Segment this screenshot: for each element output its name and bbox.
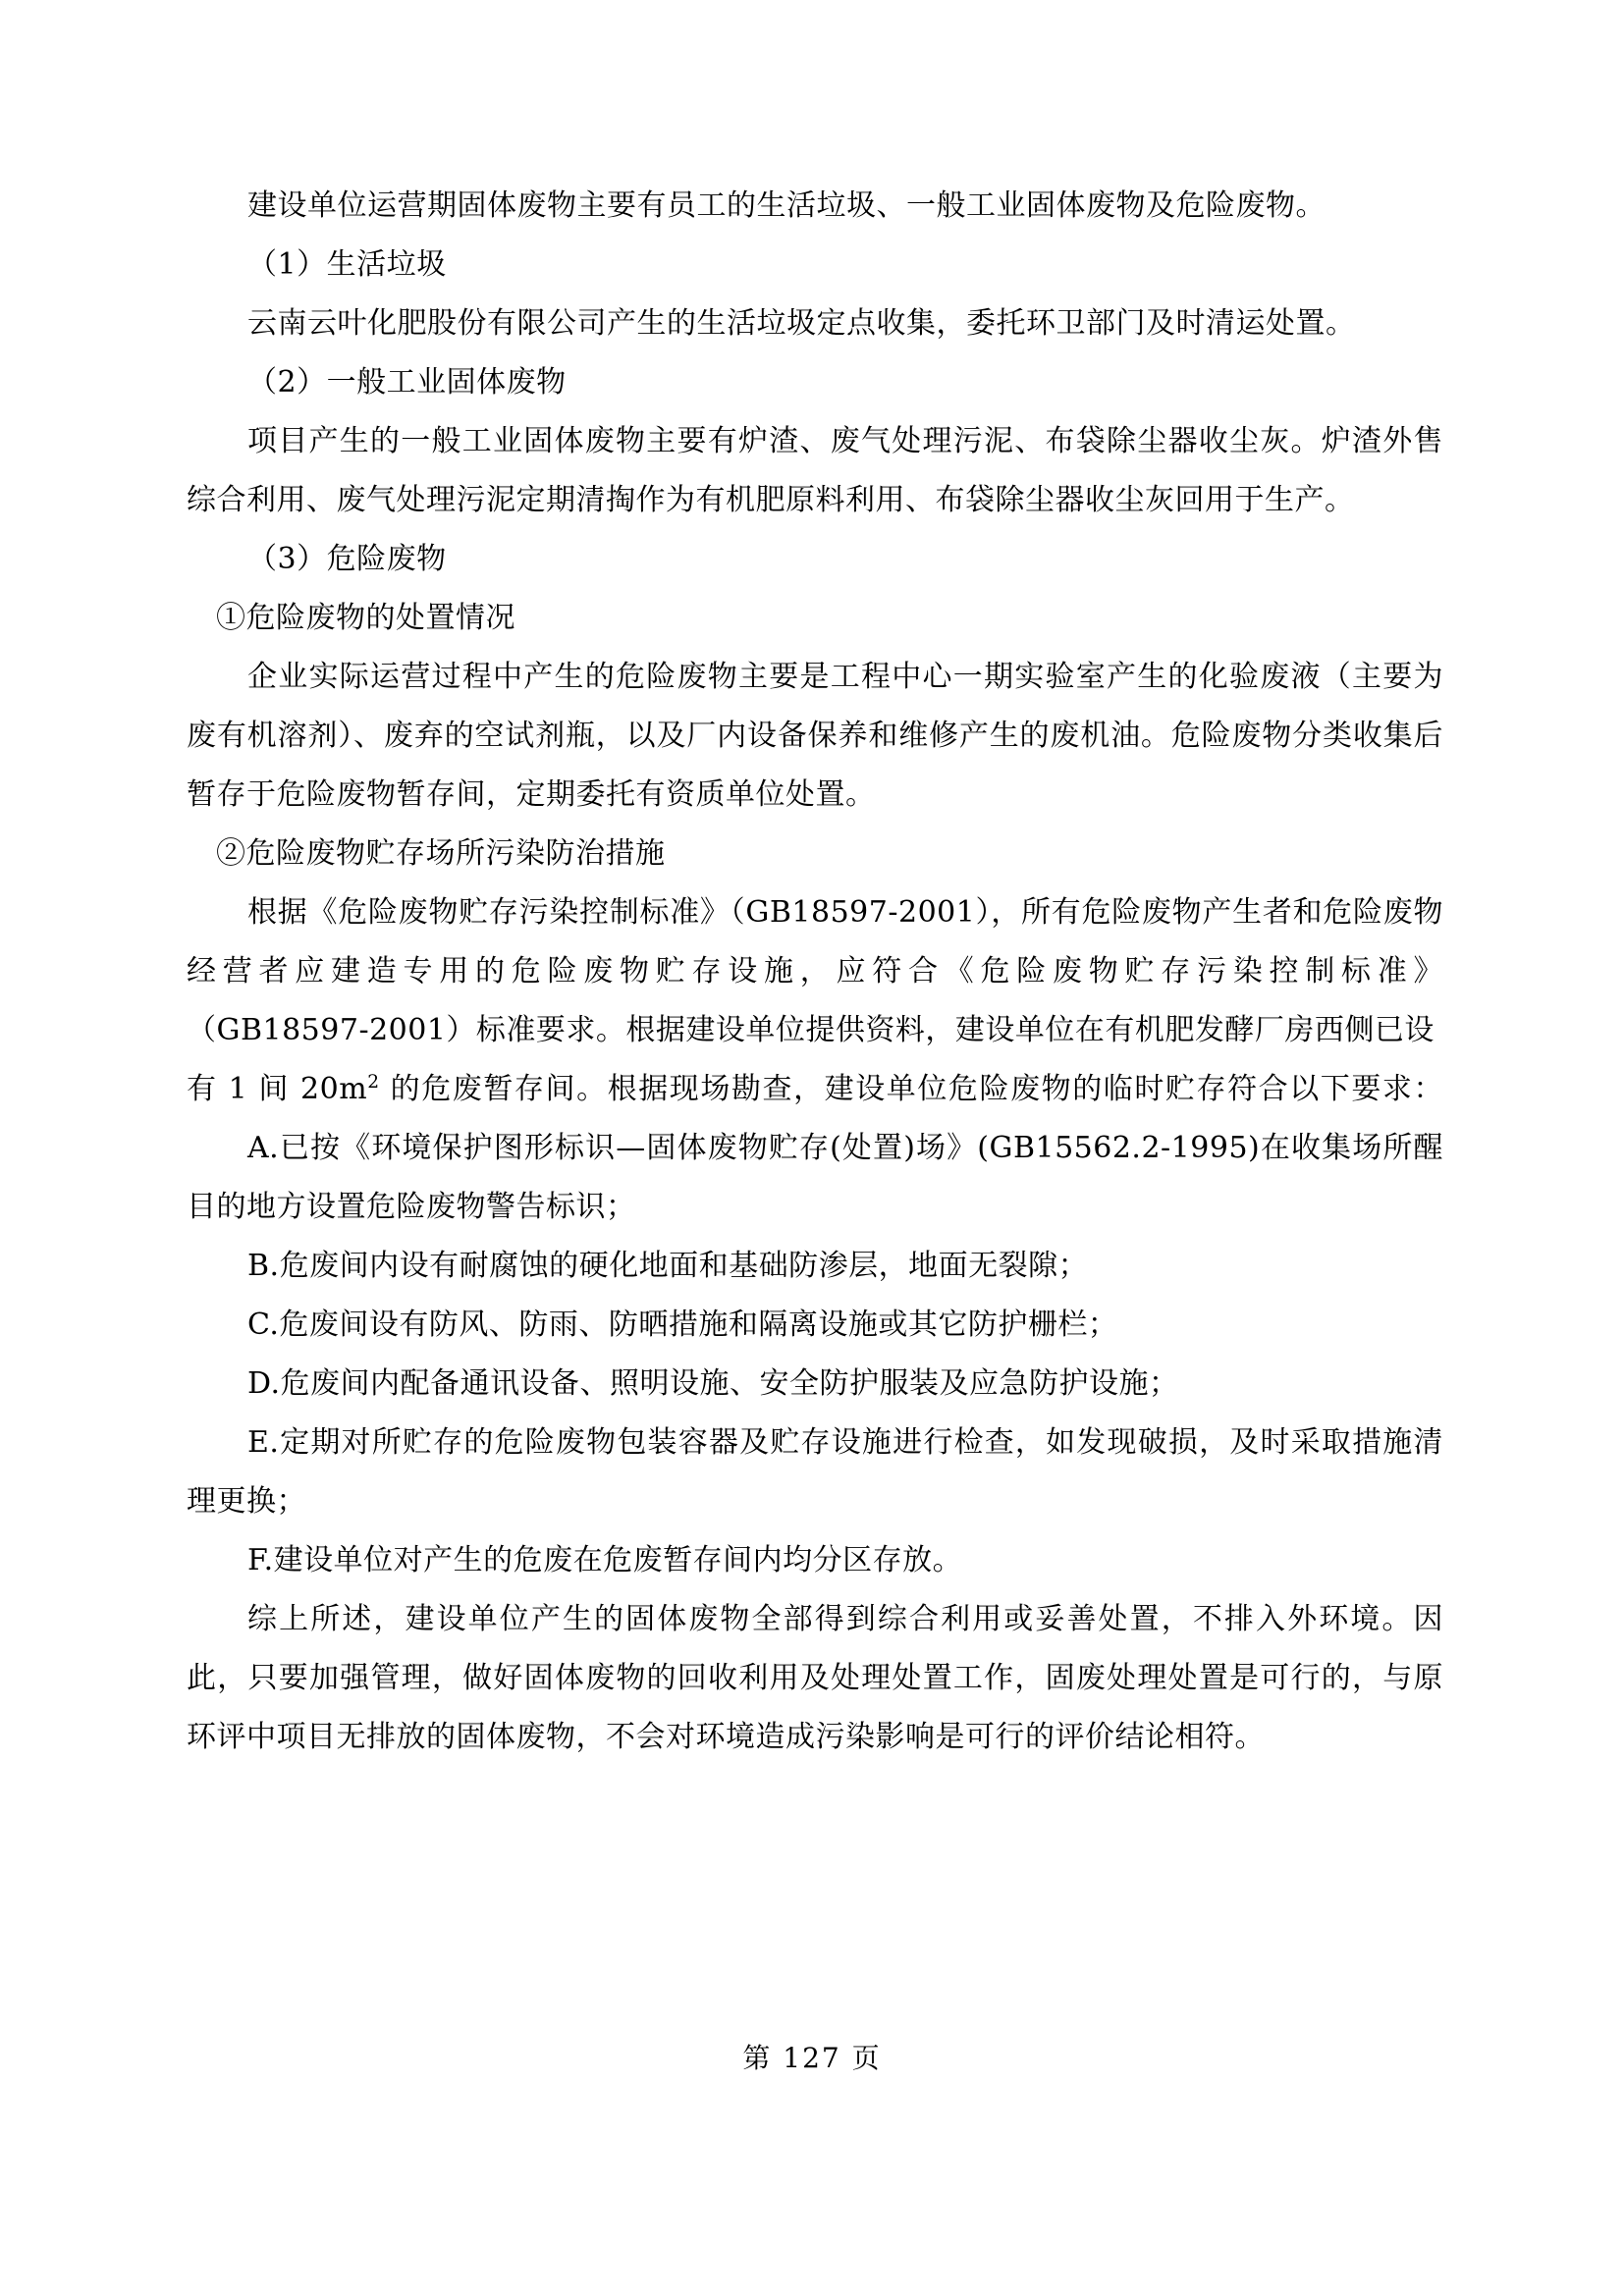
- paragraph-storage-room-area: [187, 1060, 1443, 1119]
- page-number: 第 127 页: [742, 2042, 882, 2074]
- paragraph-conclusion: 综上所述，建设单位产生的固体废物全部得到综合利用或妥善处置，不排入外环境。因此，只要加强管理，做好固体废物的回收利用及处理处置工作，固废处理处置是可行的，与原环评中项目无排放的固体废物，不会对环境造成污染影响是可行的评价结论相符。: [187, 1602, 1443, 1754]
- paragraph-heading-hazardous-waste: （3）危险废物: [247, 542, 447, 576]
- paragraph-requirement-b: B.危废间内设有耐腐蚀的硬化地面和基础防渗层，地面无裂隙；: [247, 1249, 1089, 1283]
- paragraph-requirement-d: D.危废间内配备通讯设备、照明设施、安全防护服装及应急防护设施；: [247, 1366, 1179, 1401]
- paragraph-standard-reference-part1: 根据《危险废物贮存污染控制标准》（GB18597-2001），所有危险废物产生者和危险废物经营者应建造专用的危险废物贮存设施，应符合《危险废物贮存污染控制标准》: [187, 895, 1443, 988]
- paragraph-heading-industrial-waste: （2）一般工业固体废物: [247, 365, 567, 400]
- paragraph-requirement-c: C.危废间设有防风、防雨、防晒措施和隔离设施或其它防护栅栏；: [247, 1308, 1118, 1342]
- paragraph-domestic-waste-detail: 云南云叶化肥股份有限公司产生的生活垃圾定点收集，委托环卫部门及时清运处置。: [247, 306, 1356, 341]
- document-body: [187, 177, 1443, 1767]
- paragraph-subheading-storage-measures: ②危险废物贮存场所污染防治措施: [216, 836, 666, 871]
- paragraph-requirement-e: E.定期对所贮存的危险废物包装容器及贮存设施进行检查，如发现破损，及时采取措施清理更换；: [187, 1425, 1443, 1519]
- paragraph-industrial-waste-detail: 项目产生的一般工业固体废物主要有炉渣、废气处理污泥、布袋除尘器收尘灰。炉渣外售综合利用、废气处理污泥定期清掏作为有机肥原料利用、布袋除尘器收尘灰回用于生产。: [187, 424, 1443, 517]
- paragraph-requirement-f: F.建设单位对产生的危废在危废暂存间内均分区存放。: [247, 1543, 963, 1577]
- storage-room-area-superscript: 2: [367, 1072, 380, 1093]
- storage-room-area-pre: 有 1 间 20m: [187, 1072, 368, 1106]
- paragraph-solid-waste-overview: 建设单位运营期固体废物主要有员工的生活垃圾、一般工业固体废物及危险废物。: [247, 188, 1326, 223]
- storage-room-area-post: 的危废暂存间。根据现场勘查，建设单位危险废物的临时贮存符合以下要求：: [379, 1072, 1443, 1106]
- paragraph-requirement-a: A.已按《环境保护图形标识—固体废物贮存(处置)场》(GB15562.2-1995)在收集场所醒目的地方设置危险废物警告标识；: [187, 1131, 1443, 1224]
- paragraph-hazardous-disposal-detail: 企业实际运营过程中产生的危险废物主要是工程中心一期实验室产生的化验废液（主要为废有机溶剂）、废弃的空试剂瓶，以及厂内设备保养和维修产生的废机油。危险废物分类收集后暂存于危险废物暂存间，定期委托有资质单位处置。: [187, 660, 1443, 812]
- paragraph-standard-reference-part2: （GB18597-2001）标准要求。根据建设单位提供资料，建设单位在有机肥发酵厂房西侧已设: [187, 1013, 1435, 1047]
- paragraph-heading-domestic-waste: （1）生活垃圾: [247, 247, 447, 282]
- paragraph-subheading-hazardous-disposal: ①危险废物的处置情况: [216, 601, 515, 635]
